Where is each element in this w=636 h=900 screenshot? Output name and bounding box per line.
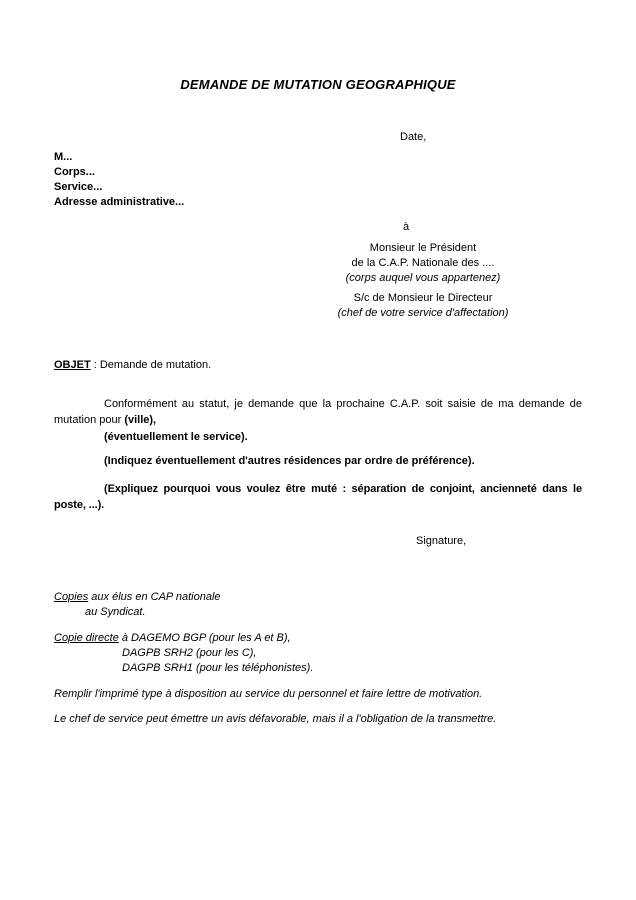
- copies-line-2: au Syndicat.: [85, 606, 146, 618]
- paragraph-demande-text: Conformément au statut, je demande que la prochaine C.A.P. soit saisie de ma demande de mutation pour: [54, 398, 582, 426]
- paragraph-service-placeholder: (éventuellement le service).: [104, 431, 248, 443]
- sender-line-adresse: Adresse administrative...: [54, 196, 185, 208]
- copies-note: [54, 590, 221, 620]
- sender-block: [54, 150, 184, 210]
- copy-direct-line-1: [54, 631, 313, 646]
- recipient-chef-note: (chef de votre service d'affectation): [337, 307, 509, 319]
- copy-direct-label: Copie directe: [54, 632, 119, 644]
- recipient-block: [330, 220, 516, 321]
- recipient-cap-nationale: de la C.A.P. Nationale des ....: [351, 257, 495, 269]
- paragraph-explication-note: (Expliquez pourquoi vous voulez être muté : séparation de conjoint, ancienneté dans le poste, ...).: [54, 483, 582, 511]
- copies-line-1: [54, 590, 221, 605]
- signature-label: Signature,: [416, 535, 467, 547]
- copies-label: Copies: [54, 591, 89, 603]
- ville-placeholder: (ville),: [124, 413, 157, 426]
- objet-label: OBJET: [54, 359, 91, 371]
- date-label: Date,: [400, 131, 427, 143]
- recipient-souscouvert: S/c de Monsieur le Directeur: [353, 292, 493, 304]
- recipient-salutation: à: [403, 221, 410, 233]
- copy-direct-note: [54, 631, 313, 676]
- note-imprime: Remplir l'imprimé type à disposition au service du personnel et faire lettre de motivation.: [54, 688, 483, 700]
- body-paragraph-demande: [54, 397, 582, 428]
- recipient-president: Monsieur le Président: [369, 242, 477, 254]
- sender-line-name: M...: [54, 151, 73, 163]
- copy-direct-line-3: DAGPB SRH1 (pour les téléphonistes).: [122, 662, 314, 674]
- copy-direct-text: à DAGEMO BGP (pour les A et B),: [118, 632, 291, 644]
- sender-line-corps: Corps...: [54, 166, 95, 178]
- copy-direct-line-2: DAGPB SRH2 (pour les C),: [122, 647, 257, 659]
- recipient-corps-note: (corps auquel vous appartenez): [345, 272, 501, 284]
- copies-text: aux élus en CAP nationale: [88, 591, 221, 603]
- objet-text: : Demande de mutation.: [90, 359, 212, 371]
- note-chef-service: Le chef de service peut émettre un avis défavorable, mais il a l'obligation de la transmettre.: [54, 713, 497, 725]
- page-title: DEMANDE DE MUTATION GEOGRAPHIQUE: [180, 77, 456, 92]
- sender-line-service: Service...: [54, 181, 103, 193]
- paragraph-residences-note: (Indiquez éventuellement d'autres résidences par ordre de préférence).: [104, 455, 475, 467]
- objet-line: [54, 358, 211, 373]
